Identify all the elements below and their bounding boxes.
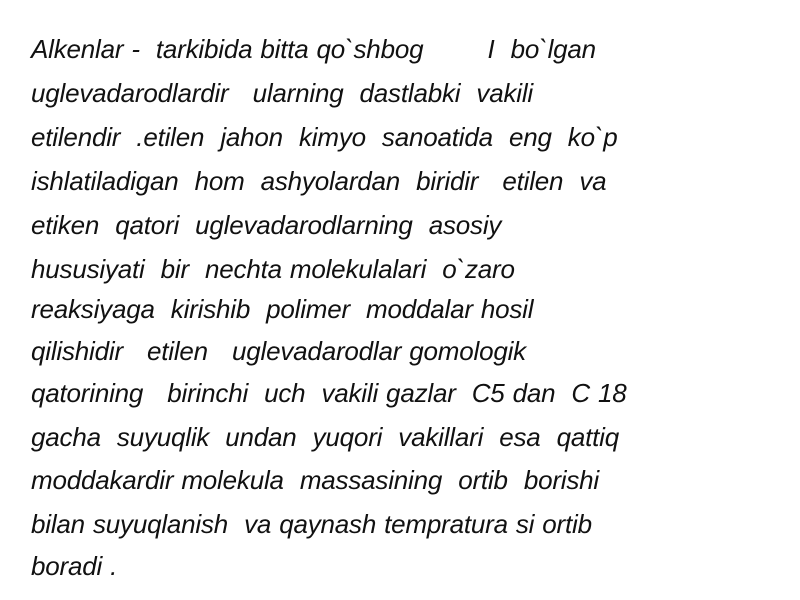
- text-line-3: etilendir .etilen jahon kimyo sanoatida eng ko`p: [31, 122, 618, 152]
- text-line-10: gacha suyuqlik undan yuqori vakillari esa qattiq: [31, 422, 619, 452]
- text-line-13: boradi .: [31, 551, 118, 581]
- text-line-6: hususiyati bir nechta molekulalari o`zaro: [31, 254, 515, 284]
- text-line-1: Alkenlar - tarkibida bitta qo`shbog I bo`lgan: [31, 34, 596, 64]
- text-line-11: moddakardir molekula massasining ortib borishi: [31, 465, 600, 495]
- text-line-4: ishlatiladigan hom ashyolardan biridir etilen va: [31, 166, 607, 196]
- text-line-8: qilishidir etilen uglevadarodlar gomologik: [31, 336, 526, 366]
- text-line-12: bilan suyuqlanish va qaynash tempratura si ortib: [31, 509, 592, 539]
- text-line-7: reaksiyaga kirishib polimer moddalar hosil: [31, 294, 534, 324]
- text-line-9: qatorining birinchi uch vakili gazlar C5 dan C 18: [31, 378, 627, 408]
- text-line-2: uglevadarodlardir ularning dastlabki vakili: [31, 78, 533, 108]
- text-line-5: etiken qatori uglevadarodlarning asosiy: [31, 210, 502, 240]
